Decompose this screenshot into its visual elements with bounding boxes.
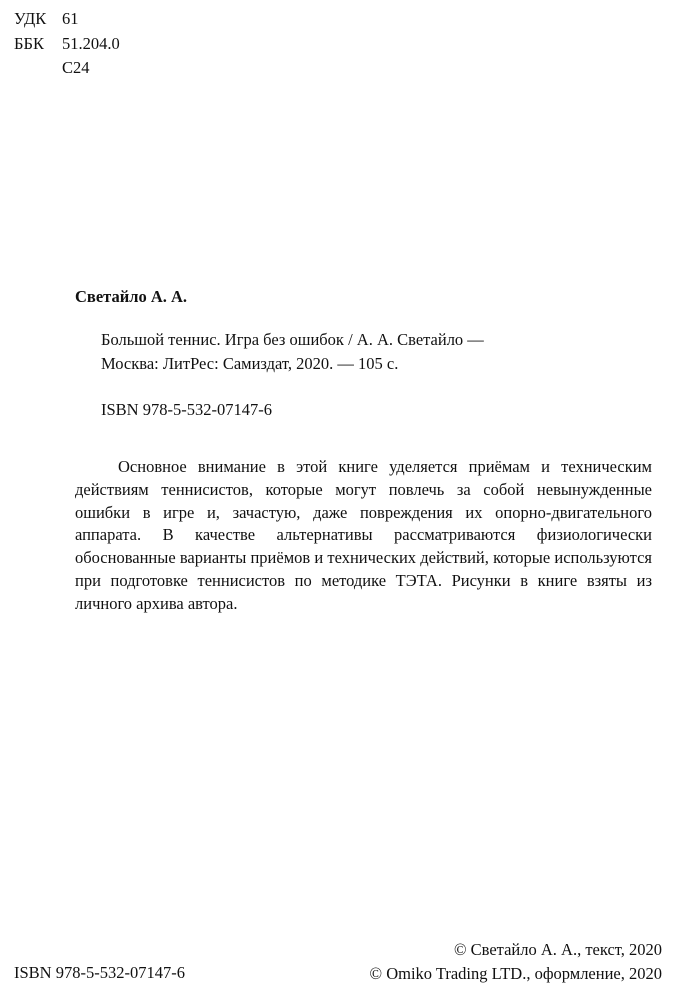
author-heading: Светайло А. А.: [75, 287, 188, 306]
abstract-paragraph: Основное внимание в этой книге уделяется приёмам и техническим действиям теннисистов, которые могут повлечь за собой невынужденные ошибки в игре и, зачастую, даже повреждения их опорно-двигательного аппарата. В качестве альтернативы рассматриваются физиологически обоснованные варианты приёмов и технических действий, которые используются при подготовке теннисистов по методике ТЭТА. Рисунки в книге взяты из личного архива автора.: [75, 457, 652, 613]
author-mark: С24: [62, 58, 90, 77]
isbn: ISBN 978-5-532-07147-6: [101, 400, 272, 419]
copyright-block: [370, 938, 662, 986]
udk-row: [14, 9, 79, 29]
bbk-row: [14, 34, 120, 54]
title-line: Большой теннис. Игра без ошибок / А. А. Светайло —: [101, 330, 484, 349]
publication-line: Москва: ЛитРес: Самиздат, 2020. — 105 с.: [101, 354, 399, 373]
bbk-value: 51.204.0: [62, 34, 120, 53]
udk-label: УДК: [14, 9, 47, 28]
udk-value: 61: [62, 9, 79, 28]
bbk-label: ББК: [14, 34, 44, 53]
footer-isbn: ISBN 978-5-532-07147-6: [14, 963, 185, 982]
copyright-design-line: © Omiko Trading LTD., оформление, 2020: [369, 964, 662, 983]
bibliographic-record: [101, 328, 484, 376]
copyright-text-line: © Светайло А. А., текст, 2020: [454, 940, 662, 959]
author-mark-row: [14, 58, 90, 78]
